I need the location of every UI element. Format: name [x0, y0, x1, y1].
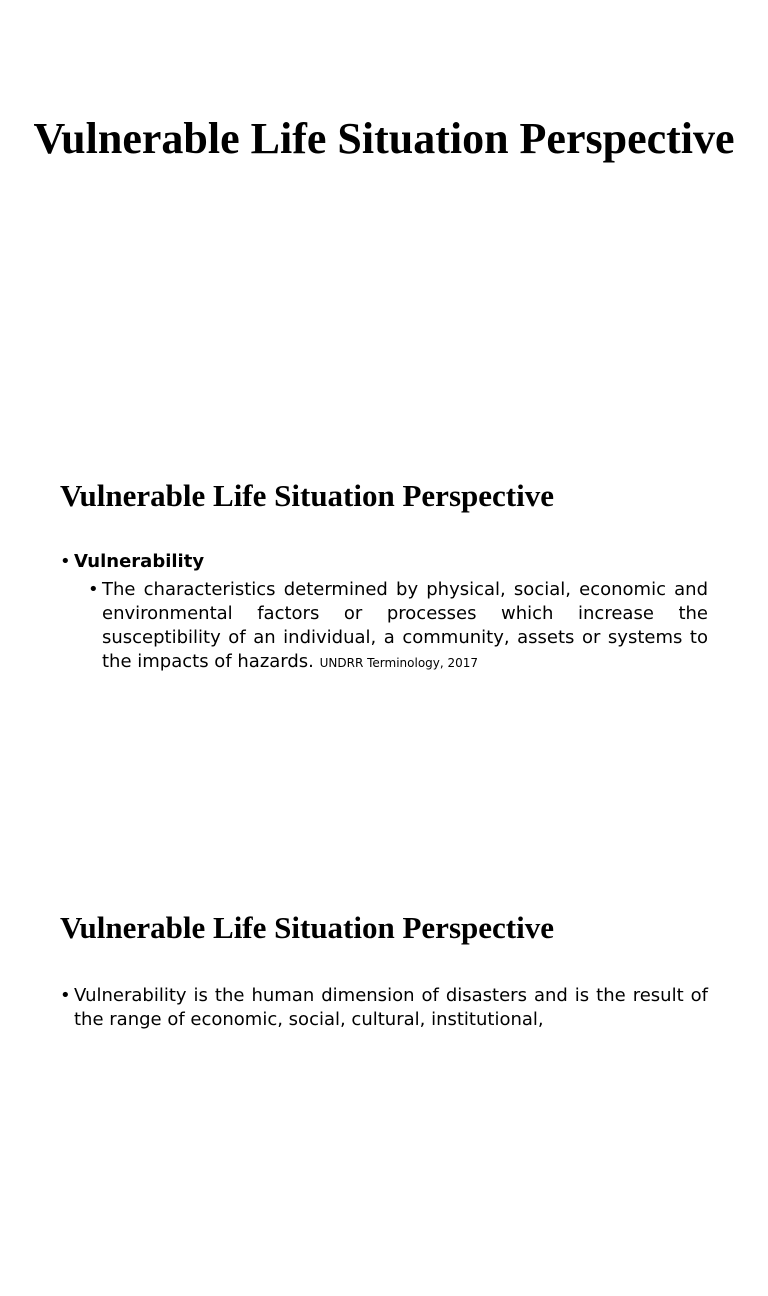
slide-2-sub-bullet-text: The characteristics determined by physical, social, economic and environmental factors or processes which increase the susceptibility of an individual, a community, assets or systems to the impacts of hazards.	[102, 579, 708, 672]
slide-2-sub-bullet-body	[102, 578, 708, 675]
slide-3-title: Vulnerable Life Situation Perspective	[60, 910, 554, 945]
sub-bullet-dot: •	[88, 579, 99, 600]
content-slide-human-dimension	[0, 864, 768, 1296]
slide-2-sub-bullet	[88, 578, 708, 675]
slide-3-bullet-text: Vulnerability is the human dimension of disasters and is the result of the range of economic, social, cultural, institutional,	[74, 985, 708, 1030]
bullet-dot: •	[60, 551, 71, 572]
content-slide-vulnerability-definition	[0, 432, 768, 864]
slide-2-bullet-text: Vulnerability	[74, 551, 205, 572]
title-slide	[0, 0, 768, 432]
slide-2-bullet	[60, 550, 708, 574]
slide-2-title: Vulnerable Life Situation Perspective	[60, 478, 554, 513]
slide-3-bullet	[60, 984, 708, 1032]
slide-2-citation: UNDRR Terminology, 2017	[319, 656, 479, 670]
slide-1-title: Vulnerable Life Situation Perspective	[33, 114, 735, 163]
bullet-dot: •	[60, 985, 71, 1006]
